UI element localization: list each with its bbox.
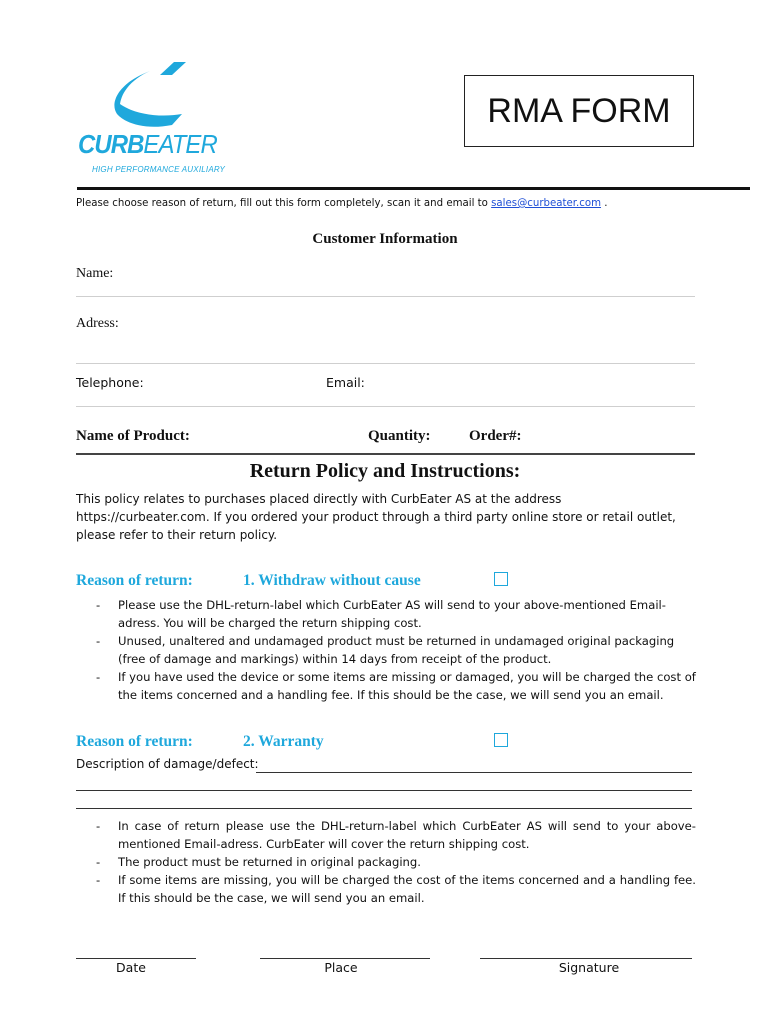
brand-wordmark: CURBEATER [78, 129, 217, 159]
customer-info-heading: Customer Information [312, 231, 458, 247]
list-item: - If you have used the device or some items are missing or damaged, you will be charged the cost of the items concerned and a handling fee. If this should be the case, we will send you an email. [96, 668, 696, 704]
reason2-list [96, 817, 696, 907]
name-field-line[interactable] [76, 296, 695, 297]
reason2-option: 2. Warranty [243, 733, 324, 750]
reason1-checkbox[interactable] [494, 572, 508, 586]
damage-description-line[interactable] [256, 772, 692, 774]
damage-description-label: Description of damage/defect: [76, 757, 259, 771]
email-label: Email: [326, 375, 365, 390]
list-item: - Please use the DHL-return-label which CurbEater AS will send to your above-mentioned Email-adress. You will be charged the return shipping cost. [96, 596, 696, 632]
product-name-label: Name of Product: [76, 428, 190, 444]
telephone-label: Telephone: [76, 375, 144, 390]
reason1-list [96, 596, 696, 704]
reason1-option: 1. Withdraw without cause [243, 572, 421, 589]
address-field-line[interactable] [76, 363, 695, 364]
damage-description-line[interactable] [76, 808, 692, 810]
sales-email-link[interactable]: sales@curbeater.com [491, 198, 602, 209]
list-item: - If some items are missing, you will be charged the cost of the items concerned and a handling fee. If this should be the case, we will send you an email. [96, 871, 696, 907]
return-policy-heading: Return Policy and Instructions: [249, 460, 521, 482]
order-number-label: Order#: [469, 428, 522, 444]
form-title: RMA FORM [487, 91, 671, 130]
reason1-label: Reason of return: [76, 572, 193, 589]
list-item: - The product must be returned in original packaging. [96, 853, 696, 871]
header-divider [77, 187, 750, 190]
brand-tagline: HIGH PERFORMANCE AUXILIARY [92, 165, 226, 174]
place-label: Place [324, 960, 358, 975]
form-title-box [464, 75, 694, 147]
signature-label: Signature [558, 960, 620, 975]
policy-paragraph: This policy relates to purchases placed directly with CurbEater AS at the address https://curbeater.com. If you ordered your product through a third party online store or retail outlet, please refer to their return policy. [76, 492, 676, 542]
contact-field-line[interactable] [76, 406, 695, 407]
reason2-checkbox[interactable] [494, 733, 508, 747]
list-item: - In case of return please use the DHL-return-label which CurbEater AS will send to your above-mentioned Email-adress. CurbEater will cover the return shipping cost. [96, 817, 696, 853]
address-label: Adress: [76, 316, 119, 331]
reason2-label: Reason of return: [76, 733, 193, 750]
intro-text: Please choose reason of return, fill out this form completely, scan it and email to sales@curbeater.com . [76, 198, 608, 209]
quantity-label: Quantity: [368, 428, 431, 444]
list-item: - Unused, unaltered and undamaged product must be returned in undamaged original packaging (free of damage and markings) within 14 days from receipt of the product. [96, 632, 696, 668]
curbeater-logo-icon [74, 58, 224, 178]
damage-description-line[interactable] [76, 790, 692, 792]
date-label: Date [116, 960, 146, 975]
customer-section-divider [76, 453, 695, 455]
name-label: Name: [76, 266, 114, 281]
